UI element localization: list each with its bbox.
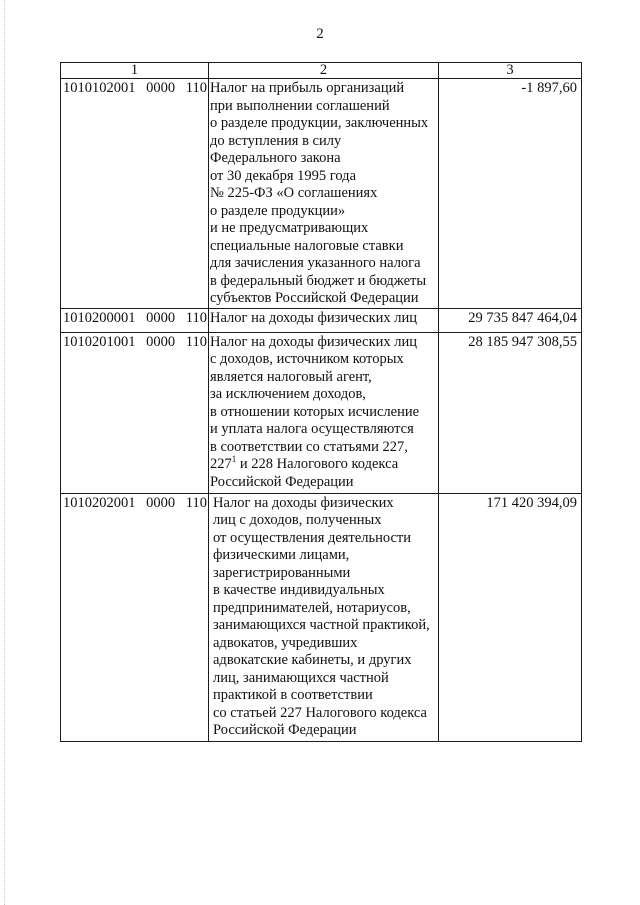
description-line: предпринимателей, нотариусов, <box>213 599 411 616</box>
description-line: с доходов, источником которых <box>210 351 404 367</box>
classification-code: 1010102001 0000 110 <box>61 79 209 309</box>
description-line: от осуществления деятельности <box>213 529 412 546</box>
page-number: 2 <box>316 26 324 42</box>
table-row <box>61 79 582 309</box>
description-line: со статьей 227 Налогового кодекса <box>213 704 427 721</box>
description-line: в отношении которых исчисление <box>210 403 420 420</box>
column-header-name: 2 <box>209 63 439 79</box>
description-line-rest: и 228 Налогового кодекса <box>236 456 399 472</box>
table-row <box>61 308 582 332</box>
amount-value: 171 420 394,09 <box>439 493 582 741</box>
description-line <box>210 456 438 474</box>
description-line: и не предусматривающих <box>210 220 369 236</box>
description-line: в качестве индивидуальных <box>213 582 385 598</box>
classification-code: 1010200001 0000 110 <box>61 308 209 332</box>
description-line: лиц, занимающихся частной <box>213 669 389 686</box>
article-superscript: 1 <box>231 454 237 464</box>
classification-code: 1010201001 0000 110 <box>61 332 209 493</box>
description-line: адвокатов, учредивших <box>213 634 358 651</box>
description-line: до вступления в силу <box>210 132 342 149</box>
description-line: зарегистрированными <box>213 564 351 581</box>
description-line: в федеральный бюджет и бюджеты <box>210 272 427 289</box>
description-line: № 225-ФЗ «О соглашениях <box>210 185 378 201</box>
column-header-code: 1 <box>61 63 209 79</box>
column-header-amount: 3 <box>439 63 582 79</box>
description-line: при выполнении соглашений <box>210 97 390 114</box>
description-line: и уплата налога осуществляются <box>210 421 414 437</box>
description-line: Налог на доходы физических лиц <box>210 309 418 326</box>
income-description <box>209 493 439 741</box>
description-line: адвокатские кабинеты, и других <box>213 652 412 668</box>
description-line: Налог на прибыль организаций <box>210 80 405 96</box>
scan-edge-artifact <box>4 0 5 905</box>
description-line: физическими лицами, <box>213 547 350 563</box>
description-line: специальные налоговые ставки <box>210 237 404 254</box>
description-line: Налог на доходы физических <box>213 494 394 511</box>
income-description <box>209 332 439 493</box>
description-line: Федерального закона <box>210 150 341 166</box>
table-row <box>61 493 582 741</box>
description-line: является налоговый агент, <box>210 368 372 385</box>
description-line: Российской Федерации <box>213 722 357 738</box>
income-description <box>209 79 439 309</box>
description-line: Налог на доходы физических лиц <box>210 333 418 350</box>
classification-code: 1010202001 0000 110 <box>61 493 209 741</box>
budget-table <box>60 62 582 742</box>
table-header-row <box>61 63 582 79</box>
description-line: Российской Федерации <box>210 473 354 490</box>
description-line: от 30 декабря 1995 года <box>210 167 356 184</box>
description-line: субъектов Российской Федерации <box>210 290 419 306</box>
table-row <box>61 332 582 493</box>
description-line: о разделе продукции, заключенных <box>210 115 429 131</box>
description-line: практикой в соответствии <box>213 687 373 703</box>
amount-value: -1 897,60 <box>439 79 582 309</box>
description-line: о разделе продукции» <box>210 202 346 219</box>
description-line: за исключением доходов, <box>210 386 366 402</box>
amount-value: 29 735 847 464,04 <box>439 308 582 332</box>
description-line: в соответствии со статьями 227, <box>210 438 408 455</box>
description-line: занимающихся частной практикой, <box>213 617 430 633</box>
article-number: 227 <box>210 456 232 472</box>
description-line: для зачисления указанного налога <box>210 255 421 271</box>
amount-value: 28 185 947 308,55 <box>439 332 582 493</box>
income-description <box>209 308 439 332</box>
description-line: лиц с доходов, полученных <box>213 512 382 528</box>
